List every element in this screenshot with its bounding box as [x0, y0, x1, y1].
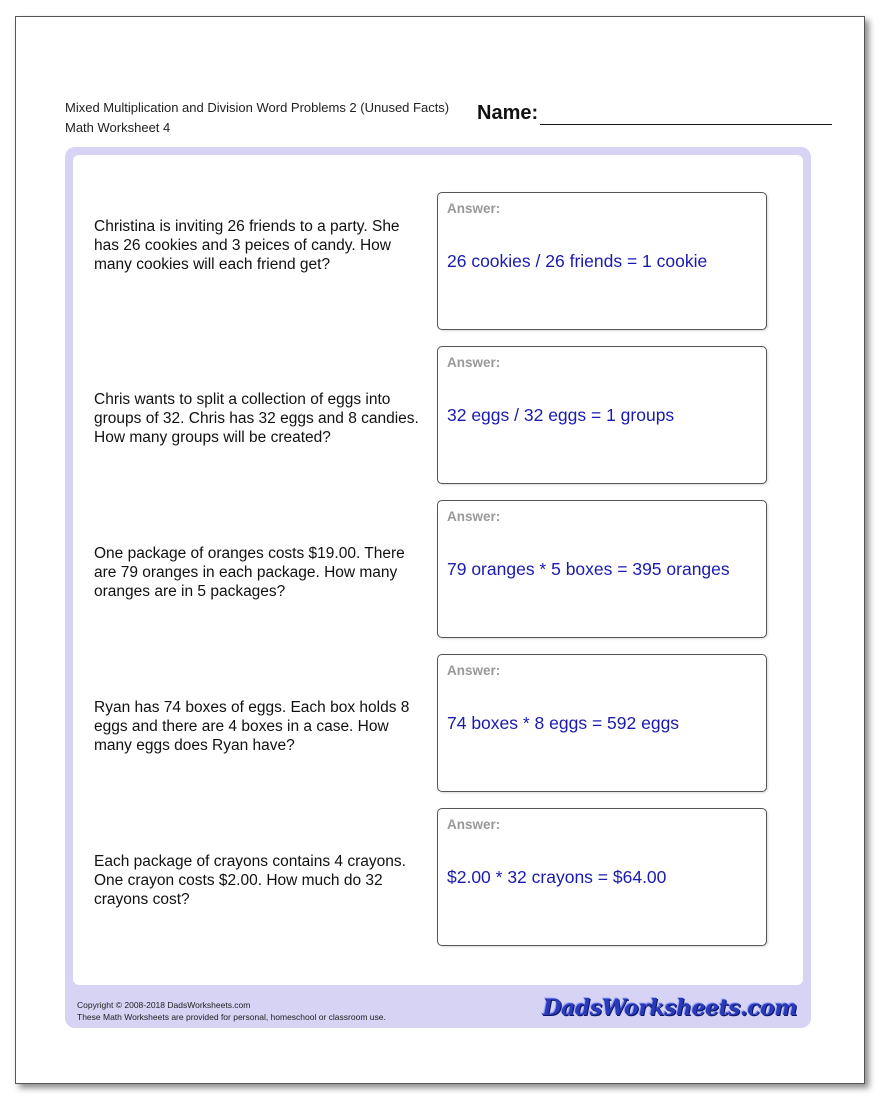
copyright-text: Copyright © 2008-2018 DadsWorksheets.com [77, 1000, 251, 1010]
problem-text-4: Ryan has 74 boxes of eggs. Each box holds 8 eggs and there are 4 boxes in a case. How many eggs does Ryan have? [94, 699, 410, 754]
answer-label: Answer: [447, 817, 501, 832]
answer-box-4 [437, 654, 767, 792]
answer-box-5 [437, 808, 767, 946]
answer-box-2 [437, 346, 767, 484]
name-field [477, 102, 832, 125]
answer-box-1 [437, 192, 767, 330]
answer-label: Answer: [447, 201, 501, 216]
problems-frame [65, 147, 811, 1028]
answer-box-3 [437, 500, 767, 638]
answer-text-1: 26 cookies / 26 friends = 1 cookie [447, 251, 708, 271]
problem-text-5: Each package of crayons contains 4 crayons. One crayon costs $2.00. How much do 32 crayons cost? [94, 853, 406, 908]
name-label: Name: [477, 102, 539, 124]
answer-text-5: $2.00 * 32 crayons = $64.00 [447, 867, 667, 887]
usage-notice: These Math Worksheets are provided for personal, homeschool or classroom use. [77, 1012, 386, 1022]
answer-text-3: 79 oranges * 5 boxes = 395 oranges [447, 559, 730, 579]
worksheet-title [65, 98, 449, 138]
title-line-2: Math Worksheet 4 [65, 120, 171, 135]
answer-label: Answer: [447, 355, 501, 370]
footer-copyright [77, 999, 386, 1023]
answer-text-2: 32 eggs / 32 eggs = 1 groups [447, 405, 675, 425]
problems-area [73, 155, 803, 985]
problem-text-1: Christina is inviting 26 friends to a party. She has 26 cookies and 3 peices of candy. How many cookies will each friend get? [94, 218, 400, 273]
worksheet-page [15, 16, 865, 1084]
dadsworksheets-logo[interactable]: DadsWorksheets.com [542, 995, 797, 1021]
name-blank-line [540, 102, 832, 125]
problem-text-3: One package of oranges costs $19.00. There are 79 oranges in each package. How many oranges are in 5 packages? [94, 545, 405, 600]
problem-text-2: Chris wants to split a collection of eggs into groups of 32. Chris has 32 eggs and 8 candies. How many groups will be created? [94, 391, 419, 446]
title-line-1: Mixed Multiplication and Division Word Problems 2 (Unused Facts) [65, 100, 450, 115]
answer-label: Answer: [447, 663, 501, 678]
answer-text-4: 74 boxes * 8 eggs = 592 eggs [447, 713, 680, 733]
answer-label: Answer: [447, 509, 501, 524]
